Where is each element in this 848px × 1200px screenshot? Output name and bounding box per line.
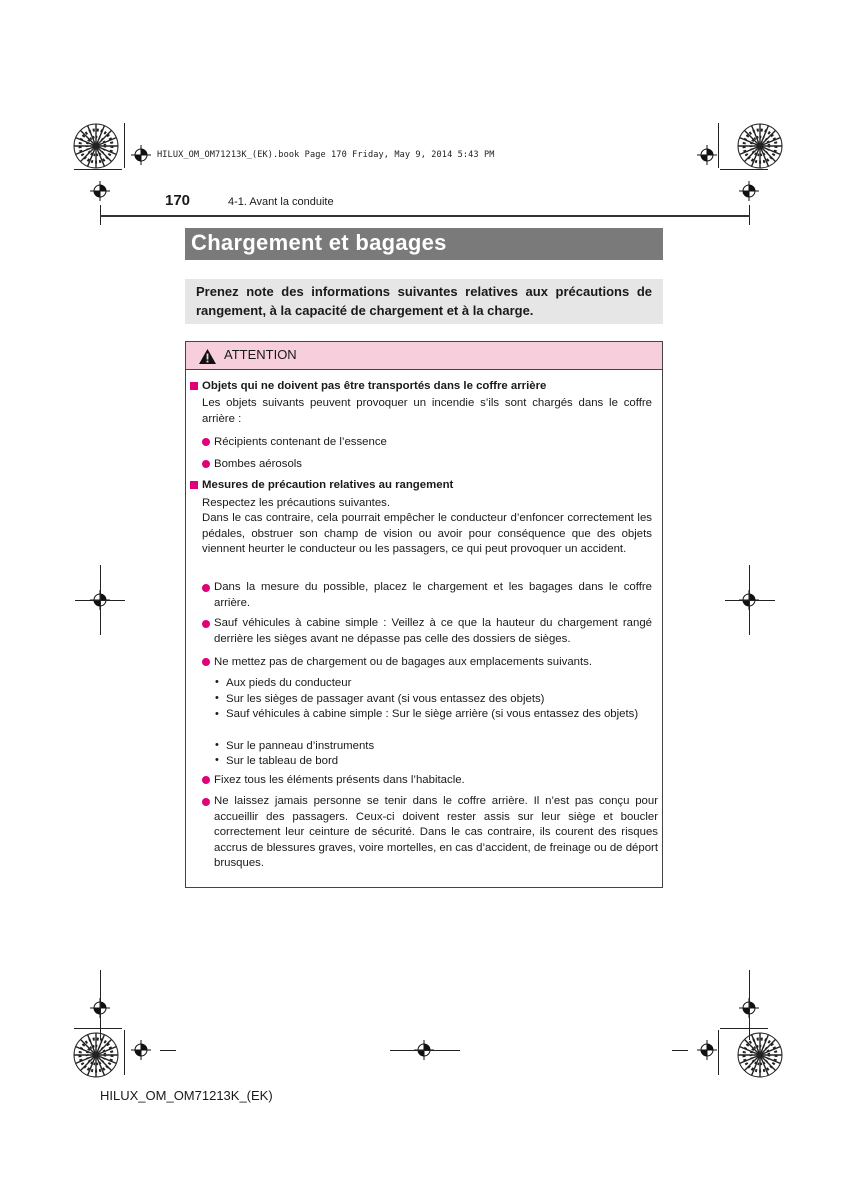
bullet-dot-icon — [202, 798, 210, 806]
sub-bullet-item: Aux pieds du conducteur — [226, 677, 352, 689]
bullet-dot-icon — [202, 776, 210, 784]
crop-mark — [74, 1028, 122, 1029]
color-target-top-right — [737, 123, 783, 169]
bullet-item: Sauf véhicules à cabine simple : Veillez à ce que la hauteur du chargement rangé derrière les sièges avant ne dépasse pas celle des dossiers de sièges. — [214, 617, 652, 645]
warning-header — [186, 342, 662, 370]
color-target-bottom-left — [73, 1032, 119, 1078]
section-title: 4-1. Avant la conduite — [228, 196, 334, 208]
sub-bullet: • — [215, 692, 219, 704]
crop-mark — [100, 970, 101, 1040]
square-bullet-icon — [190, 481, 198, 489]
crop-mark — [749, 970, 750, 1040]
registration-mark-icon — [697, 1040, 717, 1060]
bullet-dot-icon — [202, 584, 210, 592]
book-file-info: HILUX_OM_OM71213K_(EK).book Page 170 Friday, May 9, 2014 5:43 PM — [157, 150, 495, 160]
crop-mark — [160, 1050, 176, 1051]
registration-mark-icon — [739, 181, 759, 201]
section-text: Dans le cas contraire, cela pourrait empêcher le conducteur d’enfoncer correctement les pédales, obstruer son champ de vision ou avoir pour conséquence que des objets viennent heurter le conducteur ou les passagers, ce qui peut provoquer un accident. — [202, 512, 652, 555]
crop-mark — [672, 1050, 688, 1051]
crop-mark — [718, 1030, 719, 1075]
sub-bullet: • — [215, 708, 219, 720]
sub-bullet-item: Sur le panneau d’instruments — [226, 740, 375, 752]
registration-mark-icon — [131, 145, 151, 165]
registration-mark-icon — [131, 1040, 151, 1060]
crop-mark — [75, 600, 125, 601]
warning-label: ATTENTION — [224, 347, 297, 362]
bullet-dot-icon — [202, 460, 210, 468]
sub-bullet-item: Sur le tableau de bord — [226, 755, 339, 767]
registration-mark-icon — [697, 145, 717, 165]
color-target-top-left — [73, 123, 119, 169]
crop-mark — [718, 123, 719, 168]
section-text: Les objets suivants peuvent provoquer un incendie s’ils sont chargés dans le coffre arrière : — [202, 397, 652, 425]
header-rule — [100, 215, 750, 217]
section-heading: Mesures de précaution relatives au rangement — [202, 479, 454, 491]
intro-text: Prenez note des informations suivantes relatives aux précautions de rangement, à la capacité de chargement et à la charge. — [196, 284, 652, 318]
bullet-item: Ne mettez pas de chargement ou de bagages aux emplacements suivants. — [214, 656, 593, 668]
color-target-bottom-right — [737, 1032, 783, 1078]
bullet-item: Bombes aérosols — [214, 458, 303, 470]
sub-bullet: • — [215, 754, 219, 766]
bullet-item: Ne laissez jamais personne se tenir dans le coffre arrière. Il n’est pas conçu pour accueillir des passagers. Ceux-ci doivent rester assis sur leur siège et boucler correctement leur ceinture de sécurité. Dans le cas contraire, ils courent des risques accrus de blessures graves, voire mortelles, en cas d’accident, de freinage ou de déport brusques. — [214, 795, 658, 869]
page-title-bar — [185, 228, 663, 260]
crop-mark — [720, 169, 768, 170]
page-title: Chargement et bagages — [191, 230, 447, 255]
bullet-item: Récipients contenant de l’essence — [214, 436, 387, 448]
crop-mark — [720, 1028, 768, 1029]
sub-bullet-item: Sauf véhicules à cabine simple : Sur le siège arrière (si vous entassez des objets) — [226, 708, 639, 720]
bullet-dot-icon — [202, 620, 210, 628]
crop-mark — [725, 600, 775, 601]
sub-bullet: • — [215, 739, 219, 751]
warning-triangle-icon — [198, 348, 217, 365]
bullet-dot-icon — [202, 658, 210, 666]
crop-mark — [124, 123, 125, 168]
registration-mark-icon — [90, 181, 110, 201]
bullet-item: Dans la mesure du possible, placez le chargement et les bagages dans le coffre arrière. — [214, 581, 652, 609]
square-bullet-icon — [190, 382, 198, 390]
intro-box — [185, 279, 663, 324]
bullet-item: Fixez tous les éléments présents dans l’habitacle. — [214, 774, 465, 786]
bullet-dot-icon — [202, 438, 210, 446]
warning-box — [185, 341, 663, 888]
crop-mark — [390, 1050, 460, 1051]
sub-bullet: • — [215, 676, 219, 688]
crop-mark — [74, 169, 122, 170]
footer-doc-code: HILUX_OM_OM71213K_(EK) — [100, 1088, 273, 1103]
crop-mark — [124, 1030, 125, 1075]
section-text: Respectez les précautions suivantes. — [202, 497, 391, 509]
page-number: 170 — [165, 192, 191, 209]
sub-bullet-item: Sur les sièges de passager avant (si vous entassez des objets) — [226, 693, 545, 705]
section-heading: Objets qui ne doivent pas être transportés dans le coffre arrière — [202, 380, 547, 392]
